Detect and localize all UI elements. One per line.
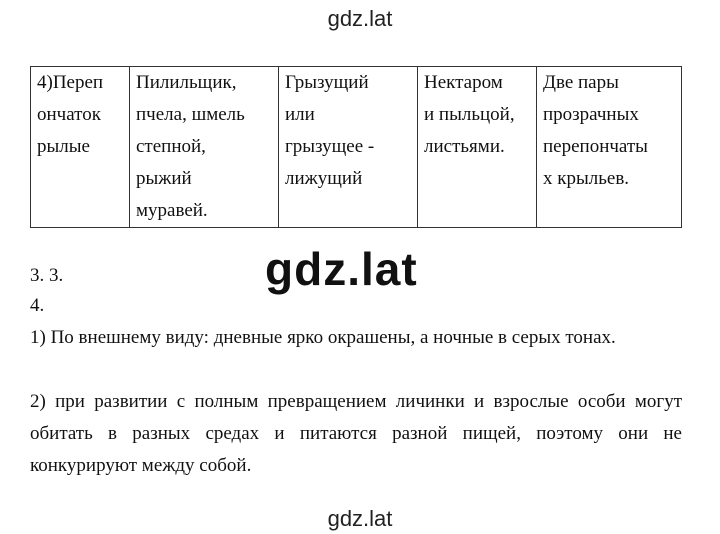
table-cell-food: Нектаром и пыльцой, листьями. [418,67,537,228]
table-cell-representatives: Пилильщик, пчела, шмель степной, рыжий муравей. [130,67,279,228]
table-cell-wings: Две пары прозрачных перепончаты х крыльев. [537,67,682,228]
watermark-top: gdz.lat [327,6,393,31]
answer-paragraph-1: 1) По внешнему виду: дневные ярко окрашены, а ночные в серых тонах. [30,327,616,348]
table-row [31,67,682,228]
table-cell-mouthparts: Грызущий или грызущее - лижущий [279,67,418,228]
watermark-middle: gdz.lat [265,243,418,295]
watermark-bottom: gdz.lat [327,506,393,531]
answer-item-3: 3. 3. [30,265,64,286]
table-cell-order: 4)Переп ончаток рылые [31,67,130,228]
insect-order-table [30,66,682,228]
answer-paragraph-2: 2) при развитии с полным превращением личинки и взрослые особи могут обитать в разных средах и питаются разной пищей, поэтому они не конкурируют между собой. [30,391,682,476]
answer-item-4: 4. [30,295,45,316]
